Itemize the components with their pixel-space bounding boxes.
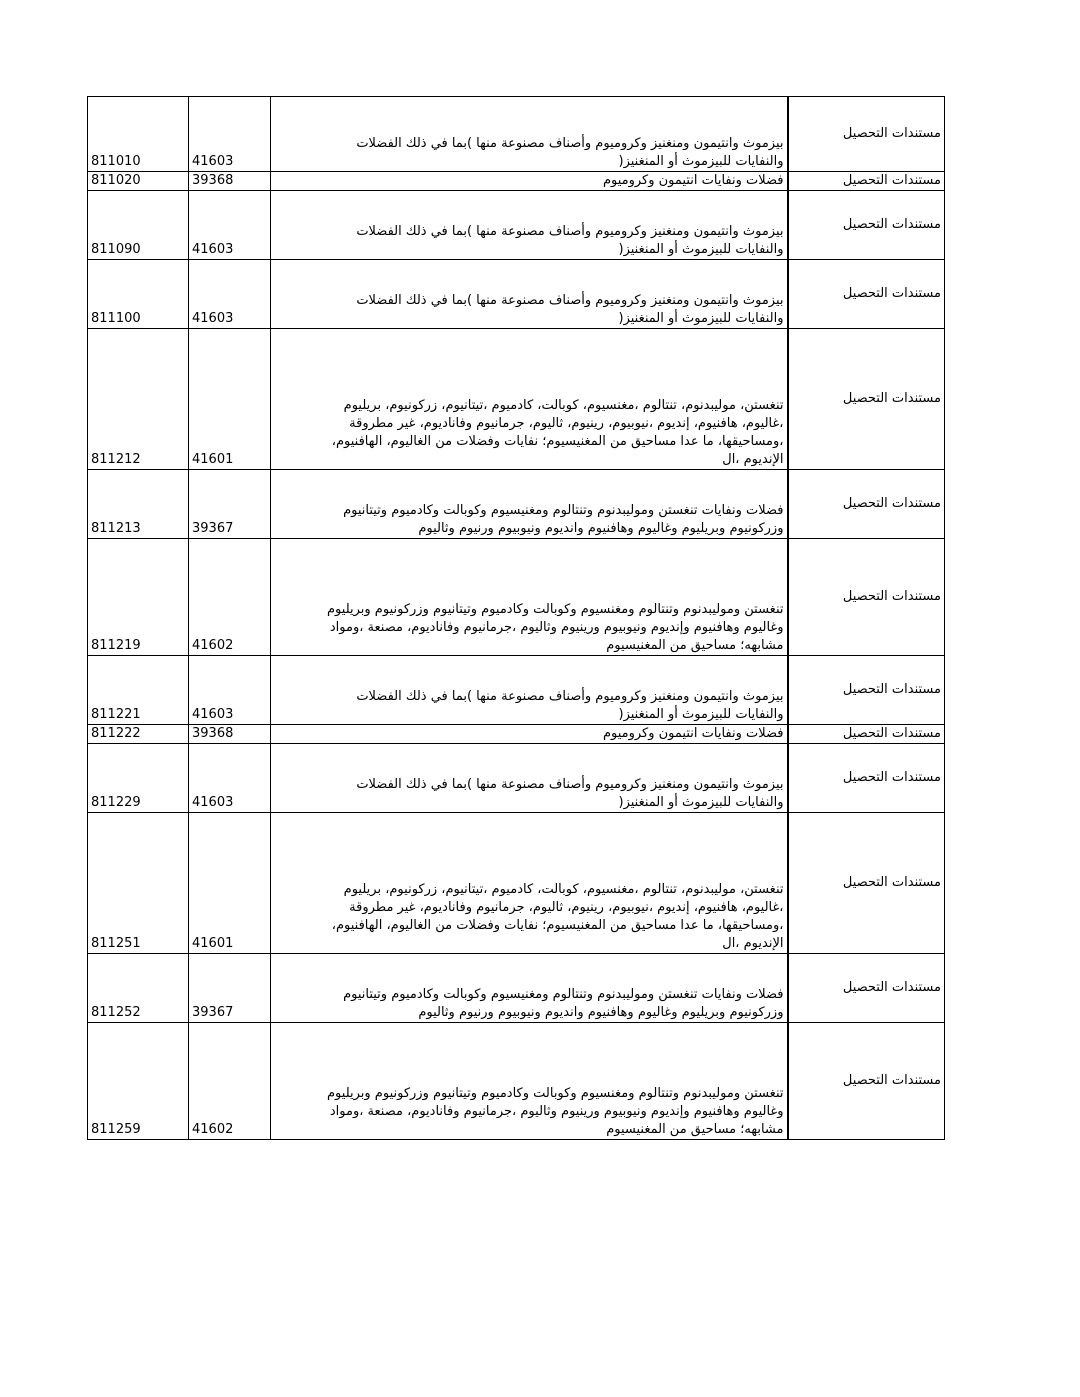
description-line: والنفايات للبيزموث أو المنغنيز( (618, 795, 784, 810)
category-cell: مستندات التحصيل (788, 744, 945, 813)
tariff-code-cell: 811090 (88, 191, 189, 260)
tariff-code-cell: 811252 (88, 954, 189, 1023)
description-line: مشابهه؛ مساحيق من المغنيسيوم (606, 1122, 784, 1137)
category-cell: مستندات التحصيل (788, 97, 945, 172)
category-cell: مستندات التحصيل (788, 813, 945, 954)
reference-number-cell: 41603 (189, 191, 271, 260)
description-line: ،ومساحيقها، ما عدا مساحيق من المغنيسيوم؛ نفايات وفضلات من الغاليوم، الهافنيوم، (331, 434, 784, 449)
category-cell: مستندات التحصيل (788, 954, 945, 1023)
reference-number-cell: 41603 (189, 97, 271, 172)
description-line: والنفايات للبيزموث أو المنغنيز( (618, 707, 784, 722)
description-line: والنفايات للبيزموث أو المنغنيز( (618, 311, 784, 326)
description-line: بيزموث وانتيمون ومنغنيز وكروميوم وأصناف مصنوعة منها )بما في ذلك الفضلات (356, 136, 784, 151)
description-line: تنغستن وموليبدنوم وتنتالوم ومغنسيوم وكوبالت وكادميوم وتيتانيوم وزركونيوم وبريليوم (327, 1086, 784, 1101)
category-cell: مستندات التحصيل (788, 656, 945, 725)
reference-number-cell: 39368 (189, 172, 271, 191)
reference-number-cell: 41601 (189, 813, 271, 954)
tariff-code-cell: 811219 (88, 539, 189, 656)
reference-number-cell: 41603 (189, 656, 271, 725)
tariff-code-cell: 811221 (88, 656, 189, 725)
tariff-code-cell: 811213 (88, 470, 189, 539)
tariff-code-cell: 811229 (88, 744, 189, 813)
description-line: تنغستن، موليبدنوم، تنتالوم ،مغنسيوم، كوبالت، كادميوم ،تيتانيوم، زركونيوم، بريليوم (343, 882, 784, 897)
description-line: والنفايات للبيزموث أو المنغنيز( (618, 242, 784, 257)
description-cell (271, 191, 788, 260)
tariff-code-cell: 811020 (88, 172, 189, 191)
table-row (88, 97, 945, 172)
description-line: وزركونيوم وبريليوم وغاليوم وهافنيوم وانديوم ونيوبيوم ورنيوم وثاليوم (418, 521, 784, 536)
table-row (88, 725, 945, 744)
description-line: الإنديوم ،ال (722, 936, 784, 951)
table-row (88, 260, 945, 329)
category-cell: مستندات التحصيل (788, 470, 945, 539)
description-line: بيزموث وانتيمون ومنغنيز وكروميوم وأصناف مصنوعة منها )بما في ذلك الفضلات (356, 293, 784, 308)
reference-number-cell: 39367 (189, 954, 271, 1023)
reference-number-cell: 41603 (189, 260, 271, 329)
tariff-code-cell: 811259 (88, 1023, 189, 1140)
category-cell: مستندات التحصيل (788, 1023, 945, 1140)
table-row (88, 329, 945, 470)
tariff-code-cell: 811251 (88, 813, 189, 954)
description-line: تنغستن وموليبدنوم وتنتالوم ومغنسيوم وكوبالت وكادميوم وتيتانيوم وزركونيوم وبريليوم (327, 602, 784, 617)
description-line: وزركونيوم وبريليوم وغاليوم وهافنيوم وانديوم ونيوبيوم ورنيوم وثاليوم (418, 1005, 784, 1020)
reference-number-cell: 39367 (189, 470, 271, 539)
description-line: وغاليوم وهافنيوم وإنديوم ونيوبيوم ورينيوم وثاليوم ،جرمانيوم وفاناديوم، مصنعة ،ومواد (329, 1104, 784, 1119)
table-row (88, 191, 945, 260)
description-line: الإنديوم ،ال (722, 452, 784, 467)
description-line: والنفايات للبيزموث أو المنغنيز( (618, 154, 784, 169)
tariff-table (87, 96, 945, 1140)
description-cell (271, 1023, 788, 1140)
table-row (88, 744, 945, 813)
table-row (88, 813, 945, 954)
description-line: ،غاليوم، هافنيوم، إنديوم ،نيوبيوم، رينيوم، ثاليوم، جرمانيوم وفاناديوم، غير مطروقة (349, 416, 784, 431)
table-row (88, 954, 945, 1023)
description-cell (271, 813, 788, 954)
description-line: بيزموث وانتيمون ومنغنيز وكروميوم وأصناف مصنوعة منها )بما في ذلك الفضلات (356, 689, 784, 704)
reference-number-cell: 41603 (189, 744, 271, 813)
description-cell (271, 539, 788, 656)
description-cell (271, 470, 788, 539)
category-cell: مستندات التحصيل (788, 260, 945, 329)
description-cell (271, 97, 788, 172)
category-cell: مستندات التحصيل (788, 191, 945, 260)
description-cell (271, 744, 788, 813)
category-cell: مستندات التحصيل (788, 725, 945, 744)
table-row (88, 656, 945, 725)
description-line: فضلات ونفايات تنغستن وموليبدنوم وتنتالوم ومغنيسيوم وكوبالت وكادميوم وتيتانيوم (343, 987, 784, 1002)
description-cell (271, 725, 788, 744)
description-line: ،ومساحيقها، ما عدا مساحيق من المغنيسيوم؛ نفايات وفضلات من الغاليوم، الهافنيوم، (331, 918, 784, 933)
category-cell: مستندات التحصيل (788, 329, 945, 470)
description-line: فضلات ونفايات انتيمون وكروميوم (602, 173, 784, 188)
description-line: فضلات ونفايات تنغستن وموليبدنوم وتنتالوم ومغنيسيوم وكوبالت وكادميوم وتيتانيوم (343, 503, 784, 518)
description-line: وغاليوم وهافنيوم وإنديوم ونيوبيوم ورينيوم وثاليوم ،جرمانيوم وفاناديوم، مصنعة ،ومواد (329, 620, 784, 635)
description-line: مشابهه؛ مساحيق من المغنيسيوم (606, 638, 784, 653)
table-row (88, 539, 945, 656)
table-row (88, 1023, 945, 1140)
description-cell (271, 329, 788, 470)
category-cell: مستندات التحصيل (788, 172, 945, 191)
description-cell (271, 172, 788, 191)
description-cell (271, 656, 788, 725)
tariff-code-cell: 811212 (88, 329, 189, 470)
category-cell: مستندات التحصيل (788, 539, 945, 656)
reference-number-cell: 41602 (189, 539, 271, 656)
description-line: بيزموث وانتيمون ومنغنيز وكروميوم وأصناف مصنوعة منها )بما في ذلك الفضلات (356, 777, 784, 792)
tariff-code-cell: 811010 (88, 97, 189, 172)
description-line: تنغستن، موليبدنوم، تنتالوم ،مغنسيوم، كوبالت، كادميوم ،تيتانيوم، زركونيوم، بريليوم (343, 398, 784, 413)
description-line: ،غاليوم، هافنيوم، إنديوم ،نيوبيوم، رينيوم، ثاليوم، جرمانيوم وفاناديوم، غير مطروقة (349, 900, 784, 915)
reference-number-cell: 41602 (189, 1023, 271, 1140)
table-body (88, 97, 945, 1140)
table-row (88, 470, 945, 539)
description-cell (271, 954, 788, 1023)
tariff-code-cell: 811100 (88, 260, 189, 329)
table-row (88, 172, 945, 191)
description-line: فضلات ونفايات انتيمون وكروميوم (602, 726, 784, 741)
reference-number-cell: 41601 (189, 329, 271, 470)
description-line: بيزموث وانتيمون ومنغنيز وكروميوم وأصناف مصنوعة منها )بما في ذلك الفضلات (356, 224, 784, 239)
tariff-code-cell: 811222 (88, 725, 189, 744)
description-cell (271, 260, 788, 329)
reference-number-cell: 39368 (189, 725, 271, 744)
